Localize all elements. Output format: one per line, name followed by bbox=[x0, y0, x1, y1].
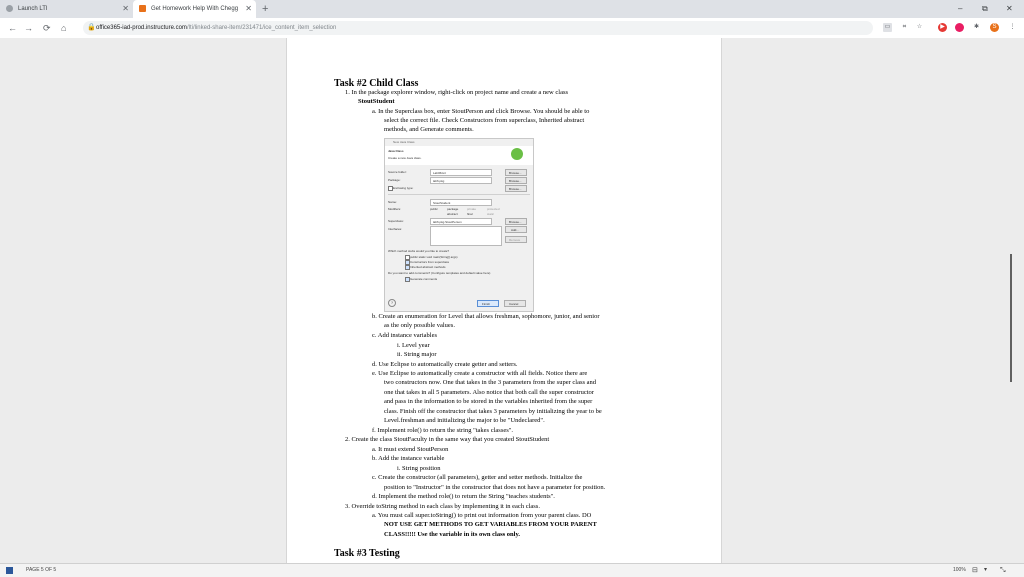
modifier-option: protected bbox=[487, 207, 500, 211]
doc-line: StoutStudent bbox=[358, 98, 395, 105]
label-enclosing-type: Enclosing type: bbox=[393, 186, 414, 190]
lock-icon: 🔒 bbox=[87, 24, 96, 31]
doc-line: a. In the Superclass box, enter StoutPerson and click Browse. You should be able to bbox=[372, 108, 590, 115]
globe-icon bbox=[6, 5, 13, 12]
cancel-label: Cancel bbox=[509, 302, 519, 306]
finish-label: Finish bbox=[482, 302, 491, 306]
address-bar[interactable] bbox=[83, 21, 873, 35]
menu-icon[interactable]: ⋮ bbox=[1009, 24, 1016, 30]
stub-option: Inherited abstract methods bbox=[410, 265, 446, 269]
task3-heading: Task #3 Testing bbox=[334, 548, 400, 559]
add-button bbox=[505, 226, 527, 233]
modifier-option: package bbox=[447, 207, 459, 211]
stub-option: public static void main(String[] args) bbox=[410, 255, 458, 259]
remove-button bbox=[505, 236, 527, 243]
new-java-class-dialog-image bbox=[384, 138, 534, 312]
doc-line: methods, and Generate comments. bbox=[384, 126, 474, 133]
browse-button bbox=[505, 177, 527, 184]
status-bar bbox=[0, 563, 1024, 577]
doc-line: i. Level year bbox=[397, 342, 430, 349]
close-tab-icon[interactable]: ✕ bbox=[245, 4, 252, 13]
chevron-down-icon[interactable]: ▾ bbox=[984, 567, 988, 573]
add-label: Add... bbox=[511, 228, 519, 232]
tab-title: Launch LTI bbox=[18, 6, 48, 12]
interfaces-list bbox=[430, 226, 502, 246]
page-indicator: PAGE 5 OF 5 bbox=[26, 567, 57, 573]
tab-title: Get Homework Help With Chegg bbox=[151, 6, 239, 12]
remove-label: Remove bbox=[509, 238, 521, 242]
package-field bbox=[430, 177, 492, 184]
task2-heading: Task #2 Child Class bbox=[334, 78, 419, 89]
comments-option: Generate comments bbox=[410, 277, 438, 281]
doc-line: d. Implement the method role() to return the String "teaches students". bbox=[372, 493, 555, 500]
reload-button[interactable]: ⟳ bbox=[43, 23, 51, 33]
browse-button bbox=[505, 169, 527, 176]
grid-icon[interactable]: ⌗ bbox=[902, 24, 907, 30]
doc-line: two constructors now. One that takes in the 3 parameters from the super class and bbox=[384, 379, 597, 386]
label-interfaces: Interfaces: bbox=[388, 227, 403, 231]
close-tab-icon[interactable]: ✕ bbox=[122, 4, 129, 13]
stubs-question: Which method stubs would you like to create? bbox=[388, 249, 450, 253]
browse-button bbox=[505, 185, 527, 192]
url-host: office365-iad-prod.instructure.com bbox=[96, 25, 187, 31]
finish-button bbox=[477, 300, 499, 307]
url-path: /lti/linked-share-item/231471/ice_content_item_selection bbox=[186, 25, 337, 31]
name-field bbox=[430, 199, 492, 206]
doc-line: Level.freshman and initializing the major to be "Undeclared". bbox=[384, 417, 545, 424]
label-name: Name: bbox=[388, 200, 397, 204]
dialog-subheading: Create a new Java class. bbox=[388, 156, 422, 160]
doc-line: select the correct file. Check Constructors from superclass, Inherited abstract bbox=[384, 117, 585, 124]
forward-button[interactable]: → bbox=[24, 23, 33, 33]
tab-launch-lti[interactable] bbox=[0, 0, 133, 18]
browse-label: Browse... bbox=[509, 187, 522, 191]
dialog-heading: Java Class bbox=[388, 149, 404, 153]
name-value: StoutStudent bbox=[433, 201, 451, 205]
doc-line: ii. String major bbox=[397, 351, 437, 358]
modifier-option: private bbox=[467, 207, 477, 211]
fit-page-icon[interactable]: ⊟ bbox=[972, 567, 978, 574]
word-icon bbox=[6, 567, 13, 574]
star-icon[interactable]: ☆ bbox=[916, 24, 923, 30]
doc-line: as the only possible values. bbox=[384, 322, 455, 329]
cancel-button bbox=[504, 300, 526, 307]
label-modifiers: Modifiers: bbox=[388, 207, 402, 211]
java-class-wizard-icon bbox=[511, 148, 523, 160]
doc-line: NOT USE GET METHODS TO GET VARIABLES FROM YOUR PARENT bbox=[384, 521, 597, 528]
back-button[interactable]: ← bbox=[8, 23, 17, 33]
doc-line: i. String position bbox=[397, 465, 441, 472]
close-window-button[interactable]: ✕ bbox=[1006, 4, 1013, 13]
zoom-level[interactable]: 100% bbox=[953, 567, 966, 573]
doc-line: one that takes in all 5 parameters. Also notice that both call the super constructor bbox=[384, 389, 594, 396]
browser-toolbar bbox=[0, 18, 1024, 39]
fullscreen-icon[interactable]: ⤡ bbox=[1000, 567, 1006, 574]
doc-line: d. Use Eclipse to automatically create getter and setters. bbox=[372, 361, 518, 368]
doc-line: CLASS!!!!! Use the variable in its own class only. bbox=[384, 531, 520, 538]
doc-line: b. Create an enumeration for Level that allows freshman, sophomore, junior, and senior bbox=[372, 313, 600, 320]
tab-chegg[interactable] bbox=[133, 0, 256, 18]
browse-label: Browse... bbox=[509, 171, 522, 175]
puzzle-icon[interactable]: ✱ bbox=[973, 24, 980, 30]
superclass-value: lab6.pkg.StoutPerson bbox=[433, 220, 462, 224]
dialog-divider bbox=[388, 194, 530, 195]
new-tab-button[interactable]: + bbox=[262, 3, 269, 15]
doc-line: a. It must extend StoutPerson bbox=[372, 446, 449, 453]
superclass-field bbox=[430, 218, 492, 225]
source-folder-value: Lab06/src bbox=[433, 171, 447, 175]
minimize-button[interactable]: – bbox=[958, 4, 963, 13]
extension-icon[interactable] bbox=[955, 23, 964, 32]
doc-line: position to "Instructor" in the constructor that does not have a parameter for position. bbox=[384, 484, 606, 491]
profile-avatar[interactable]: S bbox=[990, 23, 999, 32]
stub-option: Constructors from superclass bbox=[410, 260, 450, 264]
url-text bbox=[96, 21, 336, 35]
dialog-window-title: New Java Class bbox=[393, 140, 415, 144]
source-folder-field bbox=[430, 169, 492, 176]
label-package: Package: bbox=[388, 178, 401, 182]
doc-line: a. You must call super.toString() to print out information from your parent class. DO bbox=[372, 512, 592, 519]
package-value: lab6.pkg bbox=[433, 179, 445, 183]
doc-line: c. Add instance variables bbox=[372, 332, 437, 339]
modifier-option: static bbox=[487, 212, 495, 216]
doc-line: 2. Create the class StoutFaculty in the same way that you created StoutStudent bbox=[345, 436, 550, 443]
modifier-option: public bbox=[430, 207, 438, 211]
help-icon: ? bbox=[388, 299, 396, 307]
doc-line: and pass in the information to be stored in the variables inherited from the super bbox=[384, 398, 593, 405]
dialog-header bbox=[385, 146, 533, 165]
doc-line: b. Add the instance variable bbox=[372, 455, 445, 462]
label-superclass: Superclass: bbox=[388, 219, 404, 223]
scrollbar[interactable] bbox=[1010, 254, 1012, 382]
restore-button[interactable]: ⧉ bbox=[982, 4, 988, 13]
browse-button bbox=[505, 218, 527, 225]
browse-label: Browse... bbox=[509, 220, 522, 224]
play-extension-icon[interactable]: ▶ bbox=[938, 23, 947, 32]
doc-line: e. Use Eclipse to automatically create a constructor with all fields. Notice there are bbox=[372, 370, 588, 377]
doc-line: class. Finish off the constructor that takes 3 parameters by initializing the year to be bbox=[384, 408, 602, 415]
chegg-icon bbox=[139, 5, 146, 12]
modifier-option: abstract bbox=[447, 212, 458, 216]
tab-strip bbox=[0, 0, 1024, 18]
home-button[interactable]: ⌂ bbox=[61, 23, 67, 33]
doc-line: 3. Override toString method in each class by implementing it in each class. bbox=[345, 503, 540, 510]
browse-label: Browse... bbox=[509, 179, 522, 183]
doc-line: 1. In the package explorer window, right-click on project name and create a new class bbox=[345, 89, 569, 96]
doc-line: f. Implement role() to return the string "takes classes". bbox=[372, 427, 514, 434]
modifier-option: final bbox=[467, 212, 473, 216]
comments-question: Do you want to add comments? (Configure templates and default value here) bbox=[388, 271, 491, 275]
cast-icon[interactable]: ▭ bbox=[884, 24, 891, 30]
doc-line: c. Create the constructor (all parameters), getter and setter methods. Initialize the bbox=[372, 474, 583, 481]
label-source-folder: Source folder: bbox=[388, 170, 407, 174]
